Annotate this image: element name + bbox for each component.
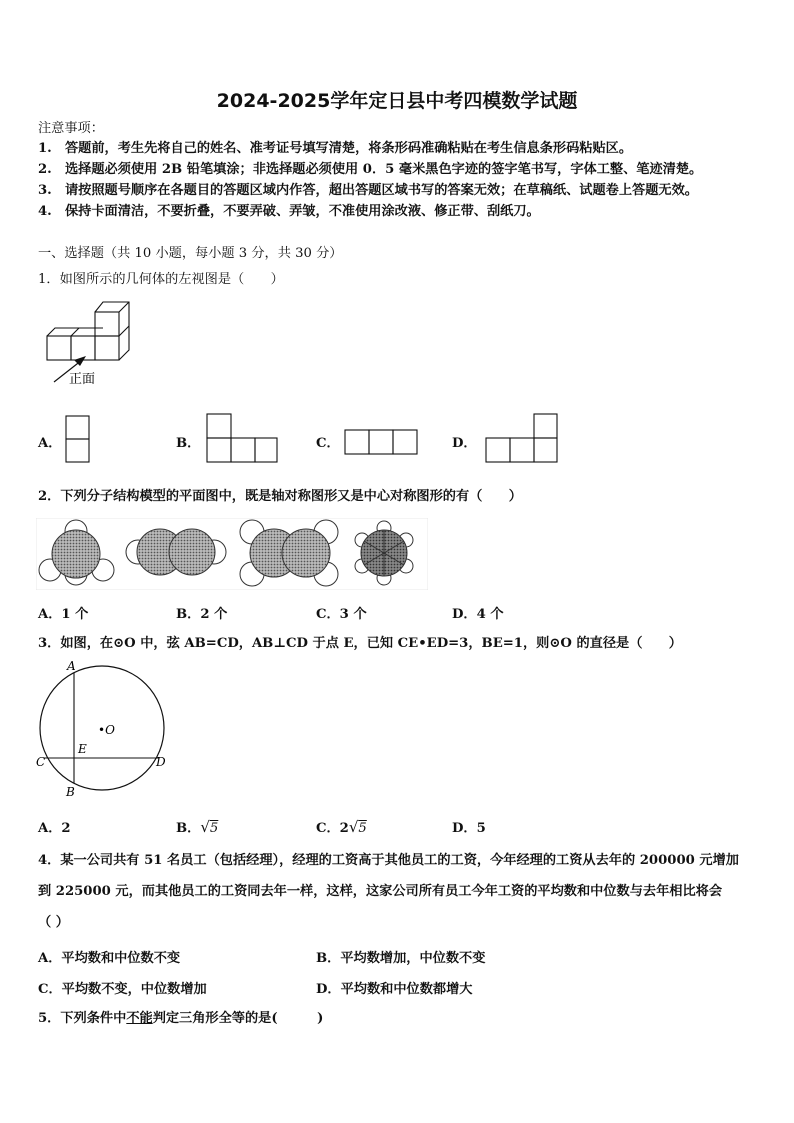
q3-option-b[interactable]	[176, 817, 218, 836]
q3-option-a[interactable]: A．2	[38, 821, 71, 836]
cube-front-3	[95, 336, 119, 360]
q5-emphasis: 不能	[126, 1011, 153, 1026]
molecule-4	[355, 521, 413, 585]
q1-option-c-figure	[343, 428, 419, 458]
notice-item-3: 3. 请按照题号顺序在各题目的答题区域内作答，超出答题区域书写的答案无效；在草稿纸、试题卷上答题无效。	[38, 183, 698, 198]
q1-option-b-figure	[204, 412, 280, 464]
q2-option-d[interactable]: D．4 个	[452, 607, 504, 622]
cube-front-2	[71, 336, 95, 360]
label-d: D	[156, 755, 166, 769]
sqrt-icon: √	[200, 818, 210, 836]
label-e: E	[78, 742, 87, 756]
notice-item-1: 1. 答题前，考生先将自己的姓名、准考证号填写清楚，将条形码准确粘贴在考生信息条形码粘贴区。	[38, 141, 633, 156]
q4-option-d[interactable]: D．平均数和中位数都增大	[316, 982, 473, 997]
q2-option-b[interactable]: B．2 个	[176, 607, 228, 622]
label-b: B	[66, 785, 75, 799]
q1-option-b[interactable]: B．	[176, 436, 201, 451]
notice-heading: 注意事项：	[38, 121, 104, 136]
notice-item-2: 2. 选择题必须使用 2B 铅笔填涂；非选择题必须使用 0．5 毫米黑色字迹的签字笔书写，字体工整、笔迹清楚。	[38, 162, 703, 177]
label-a: A	[67, 659, 76, 673]
question-1-stem: 1．如图所示的几何体的左视图是（ ）	[38, 272, 284, 287]
molecule-3	[240, 520, 338, 586]
q4-option-b[interactable]: B．平均数增加，中位数不变	[316, 951, 486, 966]
notice-item-4: 4. 保持卡面清洁，不要折叠，不要弄破、弄皱，不准使用涂改液、修正带、刮纸刀。	[38, 204, 540, 219]
molecule-2	[126, 529, 226, 575]
q3-option-c[interactable]	[316, 817, 367, 836]
cube-front-1	[47, 336, 71, 360]
cube-front-top	[95, 312, 119, 336]
q4-option-c[interactable]: C．平均数不变，中位数增加	[38, 982, 207, 997]
q4-option-a[interactable]: A．平均数和中位数不变	[38, 951, 181, 966]
q1-option-a[interactable]: A．	[38, 436, 62, 451]
q3-option-c-label: C．2	[316, 821, 349, 836]
page-title: 2024-2025学年定日县中考四模数学试题	[216, 90, 578, 112]
question-4-line-1: 4．某一公司共有 51 名员工（包括经理），经理的工资高于其他员工的工资，今年经理的工资从去年的 200000 元增加	[38, 853, 739, 868]
label-o: •O	[98, 723, 115, 737]
molecule-1	[39, 520, 114, 585]
q2-molecule-figures	[36, 518, 428, 590]
question-5-stem	[38, 1010, 323, 1028]
q3-circle-figure	[34, 656, 174, 802]
front-label: 正面	[69, 372, 96, 387]
label-c: C	[36, 755, 46, 769]
question-3-stem: 3．如图，在⊙O 中，弦 AB=CD，AB⊥CD 于点 E，已知 CE•ED=3，BE=1，则⊙O 的直径是（ ）	[38, 636, 682, 651]
q1-option-d-figure	[484, 412, 560, 464]
section-heading: 一、选择题（共 10 小题，每小题 3 分，共 30 分）	[38, 246, 343, 261]
q2-option-c[interactable]: C．3 个	[316, 607, 367, 622]
question-2-stem: 2．下列分子结构模型的平面图中，既是轴对称图形又是中心对称图形的有（ ）	[38, 489, 522, 504]
question-4-line-2: 到 225000 元，而其他员工的工资同去年一样，这样，这家公司所有员工今年工资的平均数和中位数与去年相比将会	[38, 884, 723, 899]
question-4-line-3: （ ）	[38, 915, 69, 930]
sqrt-icon: √	[348, 818, 359, 836]
q1-option-a-figure	[64, 414, 92, 466]
q3-option-c-radicand: 5	[358, 821, 367, 836]
q2-option-a[interactable]: A．1 个	[38, 607, 89, 622]
q3-option-b-label: B．	[176, 821, 201, 836]
q1-option-d[interactable]: D．	[452, 436, 477, 451]
q5-suffix: 判定三角形全等的是( )	[152, 1011, 324, 1026]
q5-prefix: 5．下列条件中	[38, 1011, 127, 1026]
q1-option-c[interactable]: C．	[316, 436, 340, 451]
q3-option-d[interactable]: D．5	[452, 821, 486, 836]
q3-option-b-radicand: 5	[209, 821, 219, 836]
q1-solid-figure	[44, 298, 144, 390]
